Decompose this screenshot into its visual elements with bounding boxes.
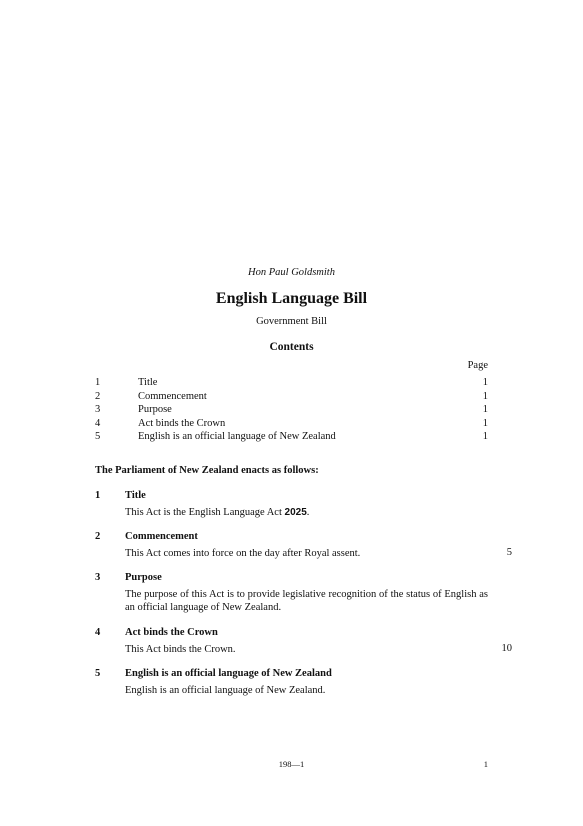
toc-item[interactable] bbox=[95, 376, 488, 390]
section-number: 5 bbox=[95, 668, 101, 679]
section-text-start: This Act is the English Language Act bbox=[125, 507, 285, 518]
act-year: 2025 bbox=[284, 507, 307, 518]
section-text bbox=[125, 506, 488, 519]
section-number: 3 bbox=[95, 572, 101, 583]
section bbox=[95, 667, 488, 697]
section-title: Commencement bbox=[125, 531, 198, 542]
section-heading bbox=[95, 571, 488, 584]
toc-item-page: 1 bbox=[482, 404, 488, 416]
toc-item-number: 4 bbox=[95, 417, 101, 429]
toc-item-page: 1 bbox=[482, 417, 488, 429]
bill-number-footer: 198—1 bbox=[278, 759, 305, 769]
section-heading bbox=[95, 667, 488, 680]
section-text: The purpose of this Act is to provide legislative recognition of the status of English as an official language of New Zealand. bbox=[125, 589, 488, 614]
toc-item-title: Act binds the Crown bbox=[138, 417, 226, 429]
toc-item-page: 1 bbox=[482, 390, 488, 402]
section bbox=[95, 626, 488, 656]
toc-item-title: Purpose bbox=[138, 404, 172, 416]
toc-item-number: 5 bbox=[95, 431, 101, 443]
section bbox=[95, 571, 488, 615]
section-text: English is an official language of New Zealand. bbox=[125, 685, 326, 696]
bill-type: Government Bill bbox=[256, 316, 327, 327]
toc-item-title: Title bbox=[138, 377, 158, 388]
contents-heading: Contents bbox=[269, 341, 314, 353]
section bbox=[95, 489, 488, 519]
section-title: Act binds the Crown bbox=[125, 627, 218, 638]
section-heading bbox=[95, 530, 488, 543]
section-title: English is an official language of New Zealand bbox=[125, 668, 332, 679]
section-text-end: . bbox=[306, 507, 310, 518]
section-heading bbox=[95, 489, 488, 502]
toc-item-number: 3 bbox=[95, 404, 101, 416]
section-title: Purpose bbox=[125, 572, 162, 583]
toc-item[interactable] bbox=[95, 403, 488, 417]
section-text: This Act comes into force on the day after Royal assent. bbox=[125, 548, 361, 559]
line-number: 5 bbox=[506, 547, 512, 558]
toc-item-page: 1 bbox=[482, 377, 488, 388]
toc-item-number: 2 bbox=[95, 390, 101, 402]
section-number: 4 bbox=[95, 627, 101, 638]
enacting-words: The Parliament of New Zealand enacts as follows: bbox=[95, 465, 319, 476]
toc-item-title: English is an official language of New Zealand bbox=[138, 431, 336, 443]
section-text: This Act binds the Crown. bbox=[125, 644, 236, 655]
page-number: 1 bbox=[483, 759, 488, 769]
toc-item-title: Commencement bbox=[138, 390, 207, 402]
toc-item-page: 1 bbox=[482, 431, 488, 443]
toc-item[interactable] bbox=[95, 430, 488, 444]
toc-item[interactable] bbox=[95, 417, 488, 431]
contents-page-label: Page bbox=[467, 360, 488, 371]
line-number: 10 bbox=[501, 643, 512, 654]
toc-item[interactable] bbox=[95, 390, 488, 404]
section-number: 2 bbox=[95, 531, 101, 542]
section-heading bbox=[95, 626, 488, 639]
member-in-charge: Hon Paul Goldsmith bbox=[248, 267, 335, 278]
section-title: Title bbox=[125, 490, 146, 501]
table-of-contents bbox=[95, 376, 488, 444]
toc-item-number: 1 bbox=[95, 377, 101, 388]
section bbox=[95, 530, 488, 560]
bill-title: English Language Bill bbox=[215, 290, 368, 307]
section-number: 1 bbox=[95, 490, 101, 501]
